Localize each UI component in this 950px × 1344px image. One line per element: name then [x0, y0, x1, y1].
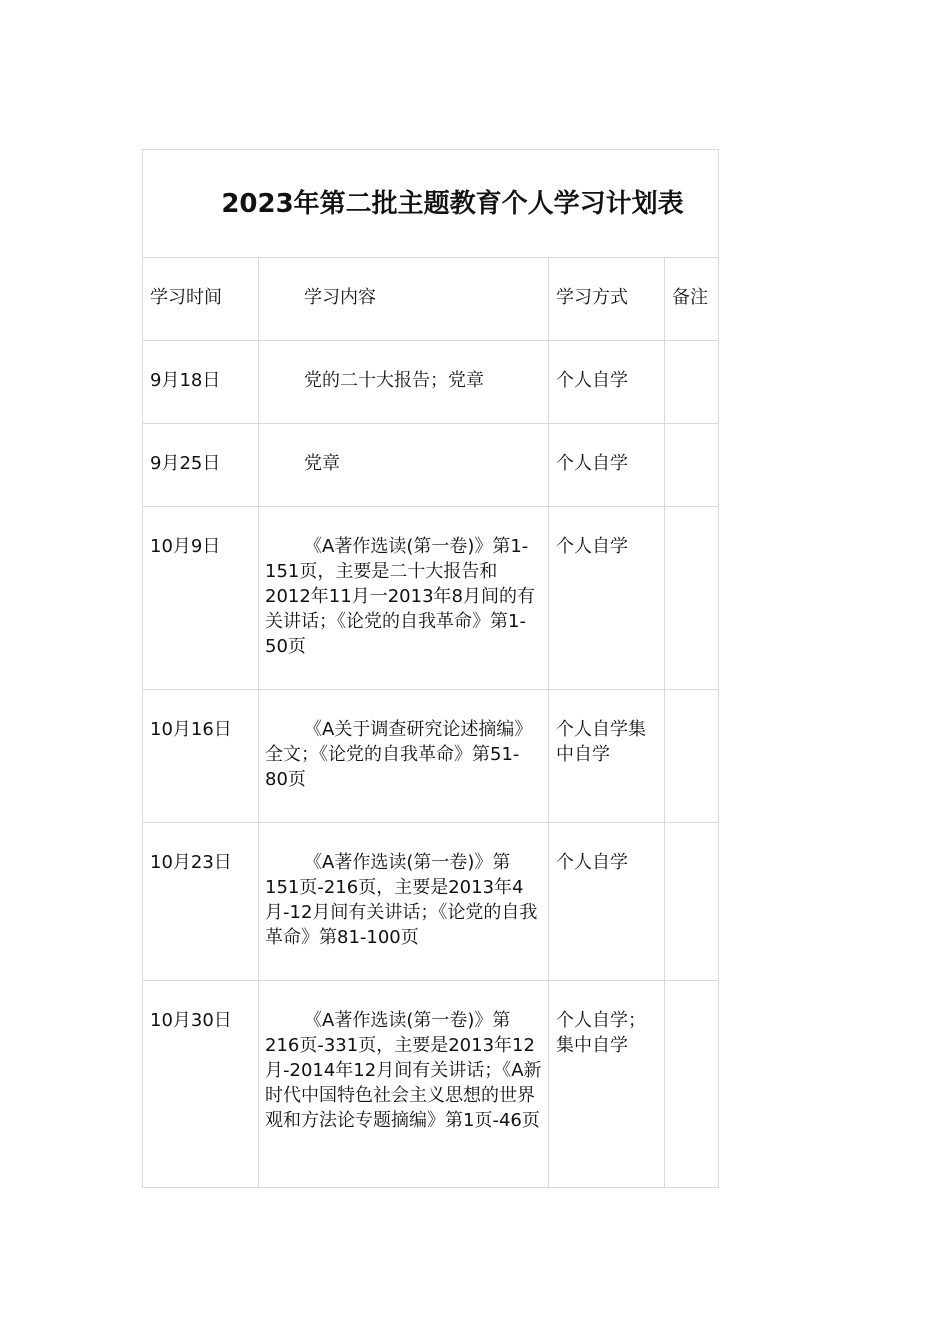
header-content: 学习内容 [259, 258, 549, 341]
row-content: 《A著作选读(第一卷)》第1-151页，主要是二十大报告和2012年11月一2013年8月间的有关讲话；《论党的自我革命》第1-50页 [259, 507, 549, 690]
row-note [665, 823, 719, 981]
table-header-row [143, 258, 719, 341]
row-note [665, 981, 719, 1188]
table-row [143, 507, 719, 690]
row-time: 9月25日 [143, 424, 259, 507]
row-time: 9月18日 [143, 341, 259, 424]
row-time: 10月30日 [143, 981, 259, 1188]
row-time: 10月23日 [143, 823, 259, 981]
row-time: 10月16日 [143, 690, 259, 823]
row-content: 《A关于调查研究论述摘编》全文；《论党的自我革命》第51-80页 [259, 690, 549, 823]
row-content: 《A著作选读(第一卷)》第151页-216页，主要是2013年4月-12月间有关讲话；《论党的自我革命》第81-100页 [259, 823, 549, 981]
title-cell [143, 150, 719, 258]
page-title: 2023年第二批主题教育个人学习计划表 [221, 188, 684, 219]
row-method: 个人自学集中自学 [549, 690, 665, 823]
table-row [143, 823, 719, 981]
row-note [665, 341, 719, 424]
row-content: 党章 [259, 424, 549, 507]
table-row [143, 981, 719, 1188]
study-plan-table [142, 149, 719, 1188]
row-note [665, 690, 719, 823]
row-method: 个人自学；集中自学 [549, 981, 665, 1188]
header-method: 学习方式 [549, 258, 665, 341]
row-content: 《A著作选读(第一卷)》第216页-331页，主要是2013年12月-2014年12月间有关讲话；《A新时代中国特色社会主义思想的世界观和方法论专题摘编》第1页-46页 [259, 981, 549, 1188]
row-content: 党的二十大报告；党章 [259, 341, 549, 424]
table-row [143, 341, 719, 424]
row-method: 个人自学 [549, 424, 665, 507]
table-row [143, 424, 719, 507]
row-time: 10月9日 [143, 507, 259, 690]
table-row [143, 690, 719, 823]
row-method: 个人自学 [549, 823, 665, 981]
row-note [665, 507, 719, 690]
header-note: 备注 [665, 258, 719, 341]
header-time: 学习时间 [143, 258, 259, 341]
row-method: 个人自学 [549, 341, 665, 424]
row-note [665, 424, 719, 507]
row-method: 个人自学 [549, 507, 665, 690]
